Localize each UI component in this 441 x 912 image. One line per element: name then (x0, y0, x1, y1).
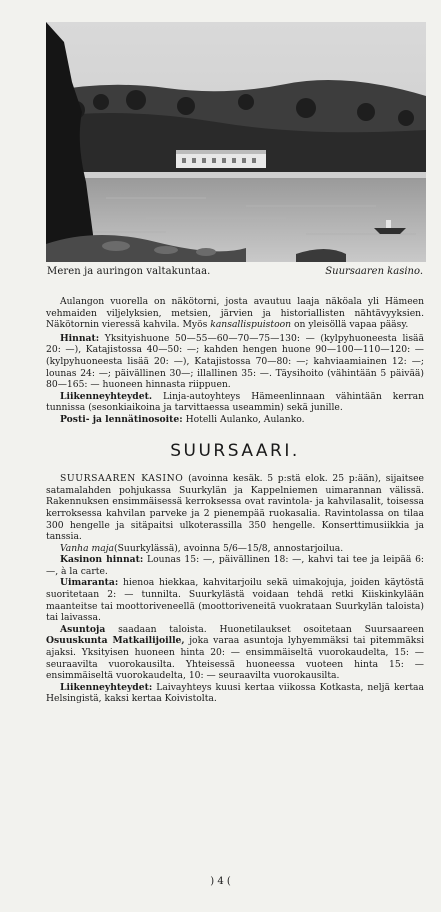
aulanko-intro-end: on yleisöllä vapaa pääsy. (294, 319, 409, 331)
article-body (46, 296, 424, 705)
suursaari-prices (46, 554, 424, 577)
aulanko-intro (46, 296, 424, 331)
suursaari-vanha-maja (46, 543, 424, 555)
photo-caption-right: Suursaaren kasino. (325, 266, 423, 277)
vanha-maja-text: (Suurkylässä), avoinna 5/6—15/8, annostarjoilua. (114, 542, 344, 554)
aulanko-prices-text: Yksityishuone 50—55—60—70—75—130: — (kylpyhuoneesta lisää 20: —), Katajistossa 40—50: —; kahden hengen huone 90—100—110—120: — (kylpyhuoneesta lisää 20: —), Katajistossa 70—80: —; kahviaamiainen 12: —; lounas 24: —; päivällinen 30—; illallinen 35: —. Täysihoito (vähintään 5 päivää) 80—165: — huoneen hinnasta riippuen. (46, 332, 425, 391)
suursaari-lodging-label: Asuntoja (60, 623, 106, 635)
suursaari-transport-text: Laivayhteys kuusi kertaa viikossa Kotkasta, neljä kertaa Helsingistä, kaksi kertaa Koivistolta. (46, 681, 425, 705)
aulanko-address-label: Posti- ja lennätinosoite: (60, 413, 183, 425)
suursaari-beach (46, 577, 424, 623)
suursaari-transport-label: Liikenneyhteydet: (60, 681, 153, 693)
suursaari-lodging-text-a: saadaan taloista. Huonetilaukset osoitetaan Suursaareen (118, 623, 424, 635)
suursaari-casino-text: (avoinna kesäk. 5 p:stä elok. 25 p:ään), sijaitsee satamalahden pohjukassa Suurkylän ja Kappelniemen uimarannan välissä. Rakennuksen ensimmäisessä kerroksessa ovat ravintola- ja kahvilasalit, toisessa kerroksessa kahvilan parveke ja 2 pienempää ruokasalia. Ravintolassa on tilaa 300 hengelle ja sitäpaitsi ulkoterassilla 350 hengelle. Konserttimusiikkia ja tanssia. (46, 473, 424, 543)
aulanko-address (46, 414, 424, 426)
suursaari-lodging-coop: Osuuskunta Matkailijoille, (46, 635, 185, 647)
suursaari-prices-label: Kasinon hinnat: (60, 554, 144, 566)
aulanko-transport-text: Linja-autoyhteys Hämeenlinnaan vähintään kerran tunnissa (sesonkiaikoina ja tarvittaessa useammin) sekä junille. (46, 390, 424, 414)
suursaari-transport (46, 682, 424, 705)
vanha-maja-name: Vanha maja (60, 542, 115, 554)
suursaari-beach-label: Uimaranta: (60, 577, 119, 589)
aulanko-prices (46, 333, 424, 391)
aulanko-intro-text: Aulangon vuorella on näkötorni, josta avautuu laaja näköala yli Hämeen vehmaiden viljelyksien, metsien, järvien ja historiallisten nähtävyyksien. Näkötornin vieressä kahvila. Myös (46, 296, 424, 331)
suursaari-casino (46, 473, 424, 543)
aulanko-prices-label: Hinnat: (60, 332, 100, 344)
suursaari-casino-label: SUURSAAREN KASINO (60, 473, 184, 485)
aulanko-address-text: Hotelli Aulanko, Aulanko. (185, 413, 305, 425)
aulanko-park-term: kansallispuistoon (210, 319, 292, 331)
suursaari-lodging-text-b: joka varaa asuntoja lyhyemmäksi tai pitemmäksi ajaksi. Yksityisen huoneen hinta 20: — ensimmäiseltä vuorokaudelta, 15: — seuraavilta vuorokausilta. Yhteisessä huoneessa vuoteen hinta 15: — ensimmäiseltä vuorokaudelta, 10: — seuraavilta vuorokausilta. (46, 635, 425, 682)
suursaari-lodging (46, 624, 424, 682)
photo-illustration (46, 22, 426, 262)
lake-photo (46, 22, 426, 262)
aulanko-transport (46, 391, 424, 414)
suursaari-heading: SUURSAARI. (170, 440, 300, 461)
page-number: ) 4 ( (210, 876, 231, 887)
aulanko-transport-label: Liikenneyhteydet. (60, 390, 153, 402)
photo-caption-left: Meren ja auringon valtakuntaa. (47, 266, 211, 277)
suursaari-beach-text: hienoa hiekkaa, kahvitarjoilu sekä uimakojuja, joiden käytöstä suoritetaan 2: — tunnilta. Suurkylästä voidaan tehdä retki Kiiskinkylään maanteitse tai moottoriveneellä (moottoriveneitä vuokrataan Suurkylän taloista) tai laivassa. (46, 577, 425, 624)
suursaari-prices-text: Lounas 15: —, päivällinen 18: —, kahvi tai tee ja leipää 6: —, à la carte. (46, 554, 425, 577)
